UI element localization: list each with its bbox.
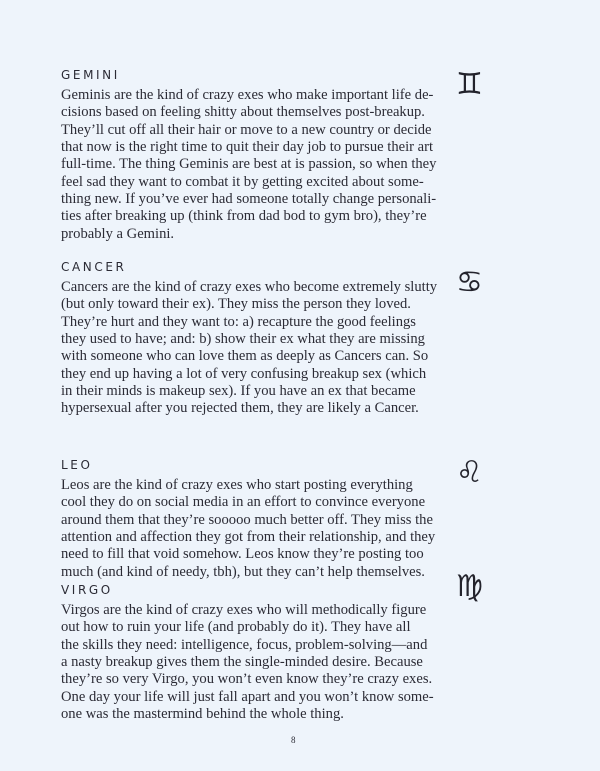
- paragraph-line: attention and affection they got from their relationship, and they: [61, 529, 436, 546]
- paragraph-line: with someone who can love them as deeply as Cancers can. So: [61, 348, 429, 365]
- section-virgo: [61, 582, 434, 723]
- paragraph-line: hypersexual after you rejected them, they are likely a Cancer.: [61, 400, 419, 417]
- paragraph-line: Virgos are the kind of crazy exes who will methodically figure: [61, 602, 427, 618]
- paragraph-line: Cancers are the kind of crazy exes who become extremely slutty: [61, 279, 438, 295]
- paragraph-line: one was the mastermind behind the whole thing.: [61, 706, 344, 723]
- paragraph-line: Leos are the kind of crazy exes who start posting everything: [61, 477, 413, 493]
- section-heading: CANCER: [61, 260, 127, 274]
- paragraph-line: cool they do on social media in an effort to convince everyone: [61, 494, 426, 511]
- paragraph-line: full-time. The thing Geminis are best at is passion, so when they: [61, 156, 437, 173]
- paragraph-line: around them that they’re sooooo much better off. They miss the: [61, 511, 433, 528]
- paragraph-line: a nasty breakup gives them the single-minded desire. Because: [61, 654, 423, 671]
- paragraph-line: They’re hurt and they want to: a) recapture the good feelings: [61, 313, 416, 330]
- paragraph-line: out how to ruin your life (and probably do it). They have all: [61, 619, 411, 636]
- paragraph-line: they used to have; and: b) show their ex what they are missing: [61, 331, 425, 348]
- paragraph-line: much (and kind of needy, tbh), but they can’t help themselves.: [61, 563, 425, 580]
- paragraph-line: One day your life will just fall apart and you won’t know some-: [61, 688, 434, 705]
- section-leo: [61, 457, 436, 581]
- section-heading: VIRGO: [61, 583, 113, 597]
- paragraph-line: They’ll cut off all their hair or move to a new country or decide: [61, 121, 432, 138]
- section-heading: LEO: [61, 458, 93, 472]
- paragraph-line: cisions based on feeling shitty about themselves post-breakup.: [61, 104, 425, 121]
- section-heading: GEMINI: [61, 68, 120, 82]
- paragraph-line: ties after breaking up (think from dad bod to gym bro), they’re: [61, 208, 427, 225]
- paragraph-line: Geminis are the kind of crazy exes who make important life de-: [61, 87, 434, 103]
- paragraph-line: that now is the right time to quit their day job to pursue their art: [61, 139, 434, 156]
- section-cancer: [61, 259, 438, 418]
- paragraph-line: probably a Gemini.: [61, 225, 175, 242]
- paragraph-line: the skills they need: intelligence, focus, problem-solving—and: [61, 636, 428, 653]
- leo-icon: ♌︎: [456, 455, 483, 490]
- cancer-icon: ♋︎: [456, 265, 483, 300]
- paragraph-line: feel sad they want to combat it by getting excited about some-: [61, 173, 424, 190]
- paragraph-line: (but only toward their ex). They miss the person they loved.: [61, 296, 411, 313]
- section-gemini: [61, 67, 437, 243]
- paragraph-line: in their minds is makeup sex). If you have an ex that became: [61, 383, 416, 400]
- gemini-icon: ♊︎: [456, 67, 483, 102]
- virgo-icon: ♍︎: [456, 569, 483, 604]
- page-number: 8: [291, 735, 296, 745]
- paragraph-line: thing new. If you’ve ever had someone totally change personali-: [61, 191, 437, 208]
- paragraph-line: they’re so very Virgo, you won’t even know they’re crazy exes.: [61, 671, 433, 688]
- paragraph-line: need to fill that void somehow. Leos know they’re posting too: [61, 546, 424, 563]
- paragraph-line: they end up having a lot of very confusing breakup sex (which: [61, 365, 427, 382]
